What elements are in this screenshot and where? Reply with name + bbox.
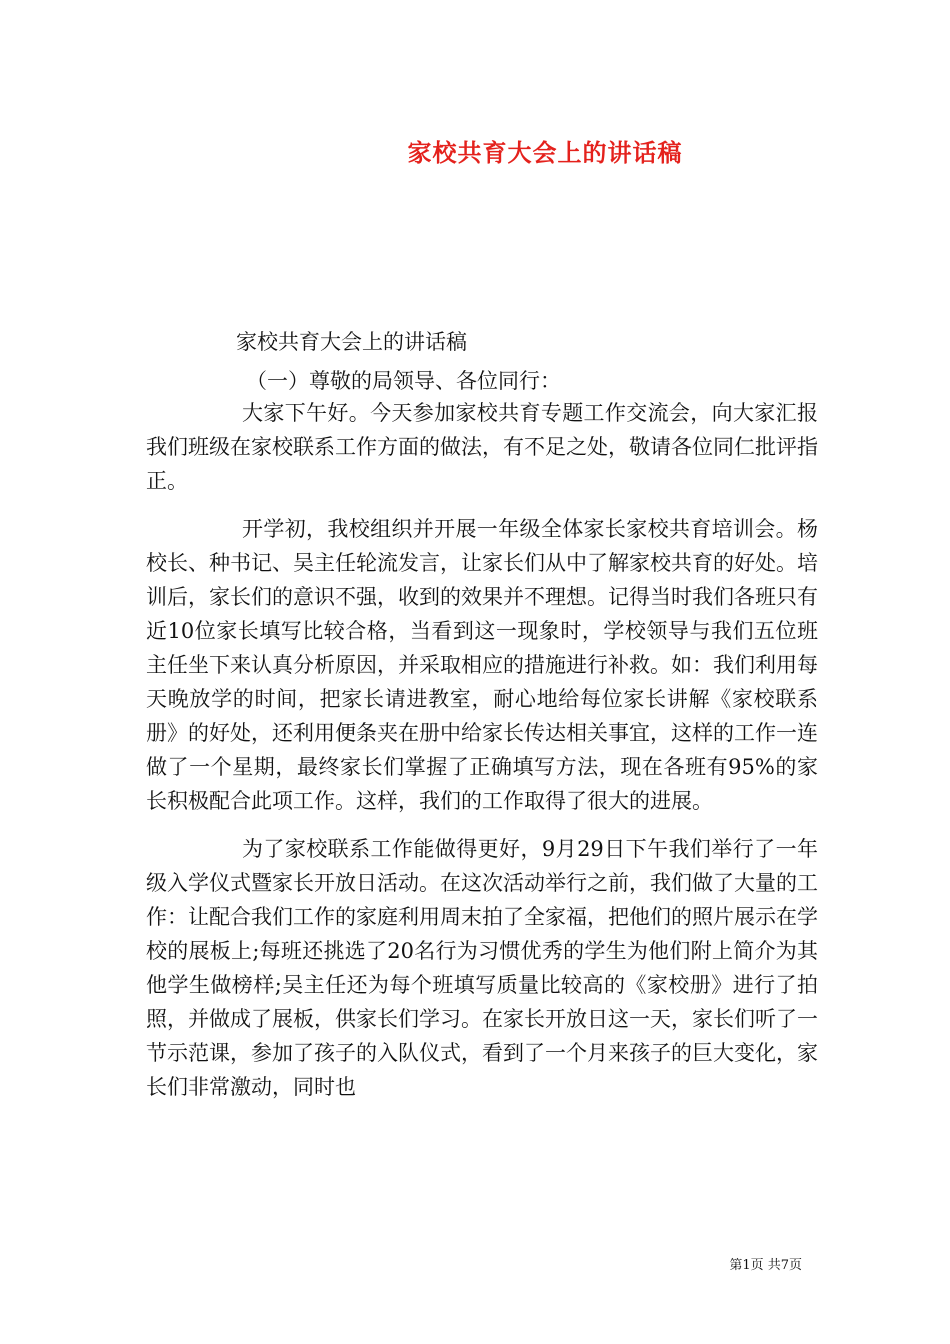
paragraph-3: 为了家校联系工作能做得更好，9月29日下午我们举行了一年级入学仪式暨家长开放日活动。在这次活动举行之前，我们做了大量的工作：让配合我们工作的家庭利用周末拍了全家福，把他们的照片展示在学校的展板上;每班还挑选了20名行为习惯优秀的学生为他们附上简介为其他学生做榜样;吴主任还为每个班填写质量比较高的《家校册》进行了拍照，并做成了展板，供家长们学习。在家长开放日这一天，家长们听了一节示范课，参加了孩子的入队仪式，看到了一个月来孩子的巨大变化，家长们非常激动，同时也 [146, 837, 818, 1099]
page-number-footer: 第1页 共7页 [729, 1258, 802, 1273]
document-title: 家校共育大会上的讲话稿 [407, 138, 683, 167]
salutation: （一）尊敬的局领导、各位同行： [246, 369, 561, 393]
body-text [146, 396, 818, 1118]
document-subtitle: 家校共育大会上的讲话稿 [236, 330, 467, 354]
paragraph-2: 开学初，我校组织并开展一年级全体家长家校共育培训会。杨校长、种书记、吴主任轮流发言，让家长们从中了解家校共育的好处。培训后，家长们的意识不强，收到的效果并不理想。记得当时我们各班只有近10位家长填写比较合格，当看到这一现象时，学校领导与我们五位班主任坐下来认真分析原因，并采取相应的措施进行补救。如：我们利用每天晚放学的时间，把家长请进教室，耐心地给每位家长讲解《家校联系册》的好处，还利用便条夹在册中给家长传达相关事宜，这样的工作一连做了一个星期，最终家长们掌握了正确填写方法，现在各班有95%的家长积极配合此项工作。这样，我们的工作取得了很大的进展。 [146, 517, 818, 813]
paragraph-1: 大家下午好。今天参加家校共育专题工作交流会，向大家汇报我们班级在家校联系工作方面的做法，有不足之处，敬请各位同仁批评指正。 [146, 401, 818, 493]
